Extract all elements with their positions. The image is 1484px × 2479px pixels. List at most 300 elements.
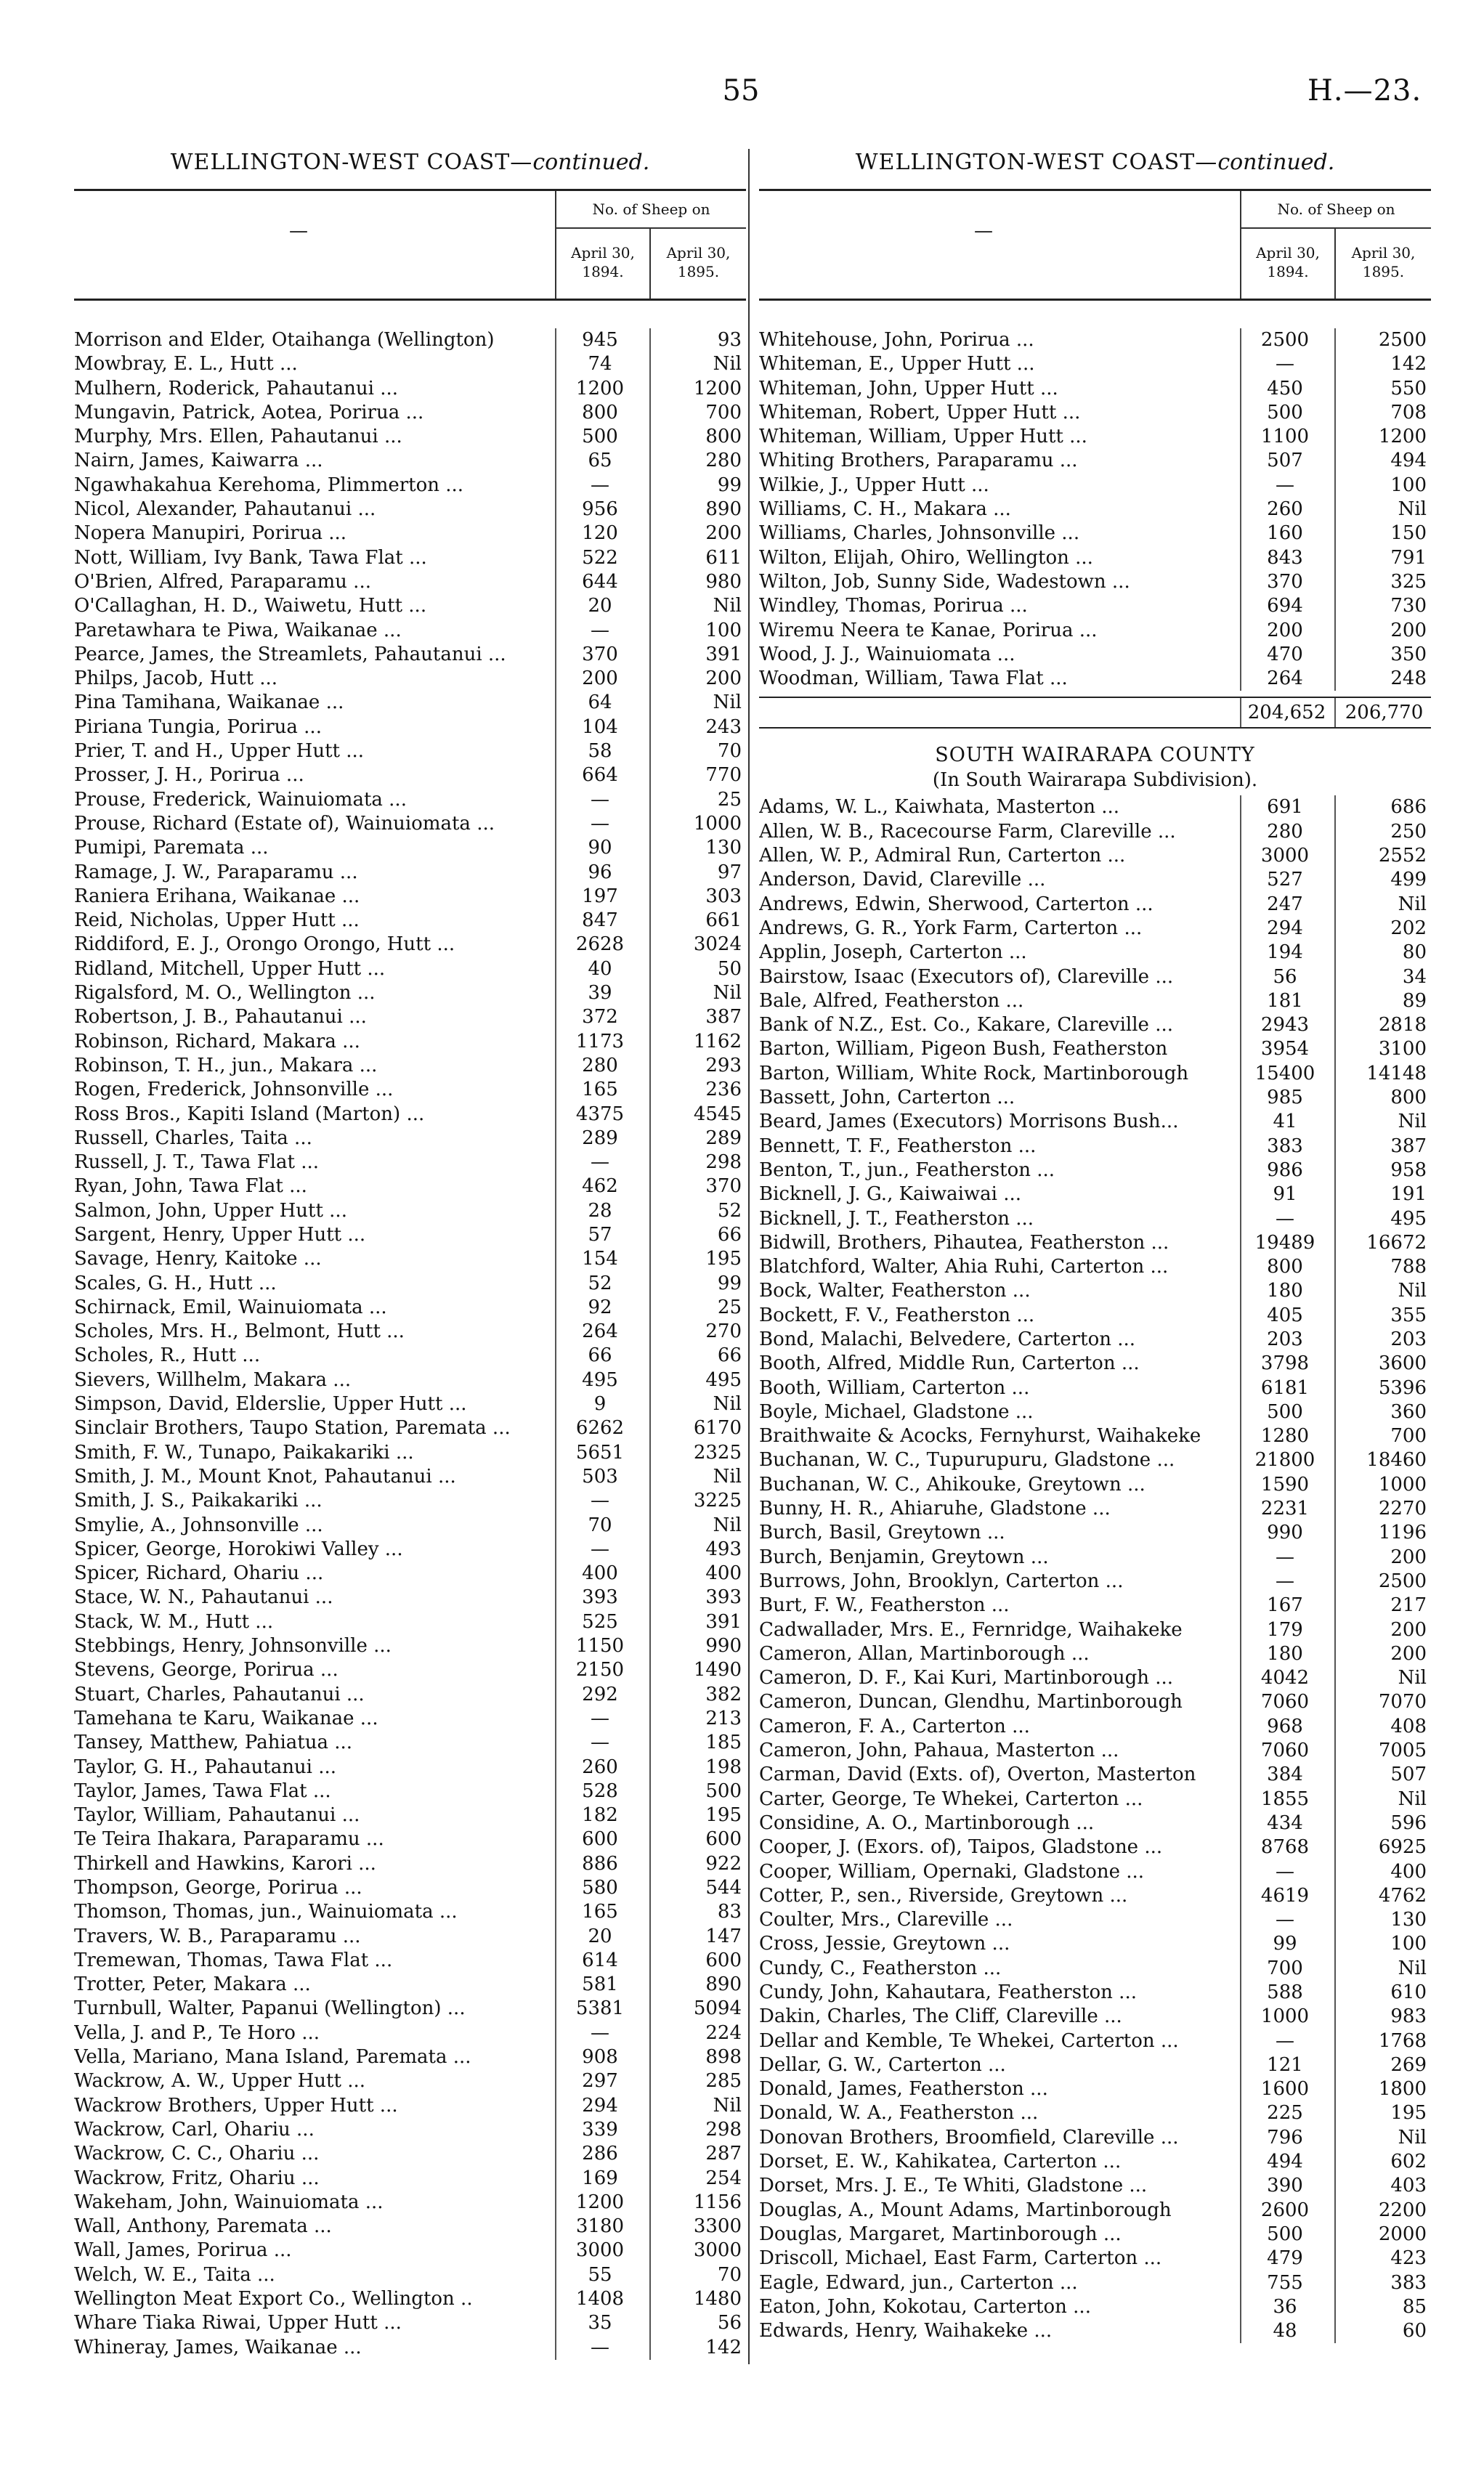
row-value-1894: 200	[555, 667, 644, 691]
row-name: Burt, F. W., Featherston ...	[759, 1594, 1010, 1617]
row-value-1895: 93	[649, 328, 742, 352]
row-name: Schirnack, Emil, Wainuiomata ...	[74, 1296, 387, 1318]
row-value-1894: 462	[555, 1174, 644, 1198]
row-name: Whiteman, Robert, Upper Hutt ...	[759, 401, 1081, 423]
row-value-1895: 3100	[1334, 1037, 1427, 1061]
row-name: Cundy, C., Featherston ...	[759, 1957, 1002, 1979]
table-row	[759, 1110, 1431, 1134]
row-value-1894: 19489	[1240, 1231, 1329, 1255]
table-row	[759, 917, 1431, 941]
row-value-1894: —	[1240, 1860, 1329, 1884]
row-value-1895: 224	[649, 2021, 742, 2045]
row-name: Wakeham, John, Wainuiomata ...	[74, 2191, 384, 2213]
row-value-1894: 70	[555, 1514, 644, 1538]
right-table-body-2	[759, 795, 1431, 2343]
row-value-1895: Nil	[649, 594, 742, 618]
row-value-1895: 200	[1334, 1546, 1427, 1570]
row-name: Pumipi, Paremata ...	[74, 837, 269, 859]
table-row	[74, 1151, 746, 1174]
row-value-1894: 3180	[555, 2215, 644, 2239]
table-row	[759, 1304, 1431, 1328]
row-value-1895: 200	[649, 667, 742, 691]
row-value-1894: 20	[555, 1925, 644, 1949]
row-value-1894: 6181	[1240, 1376, 1329, 1400]
left-table-header	[74, 189, 746, 301]
row-name: Cameron, John, Pahaua, Masterton ...	[759, 1740, 1119, 1762]
row-name: Ngawhakahua Kerehoma, Plimmerton ...	[74, 474, 464, 496]
table-row	[759, 1400, 1431, 1424]
total-1894: 204,652	[1240, 698, 1332, 727]
table-row	[759, 449, 1431, 473]
row-name: Raniera Erihana, Waikanae ...	[74, 885, 360, 907]
row-value-1894: 3000	[1240, 844, 1329, 868]
row-name: Carman, David (Exts. of), Overton, Masterton	[759, 1764, 1196, 1786]
row-value-1895: 890	[649, 1973, 742, 1997]
row-name: Mowbray, E. L., Hutt ...	[74, 353, 298, 376]
table-row	[74, 352, 746, 376]
table-row	[74, 2239, 746, 2263]
table-row	[74, 1199, 746, 1223]
row-value-1894: 694	[1240, 594, 1329, 618]
row-value-1895: 1200	[649, 377, 742, 401]
row-value-1895: 423	[1334, 2247, 1427, 2271]
row-value-1895: 14148	[1334, 1062, 1427, 1086]
row-value-1895: 600	[649, 1949, 742, 1973]
row-value-1895: Nil	[1334, 1279, 1427, 1303]
row-name: Sievers, Willhelm, Makara ...	[74, 1368, 352, 1391]
table-row	[74, 836, 746, 860]
table-row	[759, 795, 1431, 819]
row-name: Robertson, J. B., Pahautanui ...	[74, 1006, 367, 1028]
row-value-1894: 985	[1240, 1086, 1329, 1110]
table-row	[74, 1707, 746, 1731]
row-name: Smith, J. S., Paikakariki ...	[74, 1490, 323, 1512]
row-name: Williams, C. H., Makara ...	[759, 498, 1011, 521]
table-row	[759, 868, 1431, 892]
row-value-1895: 142	[649, 2336, 742, 2360]
row-value-1894: 1100	[1240, 425, 1329, 449]
row-value-1894: —	[1240, 1908, 1329, 1932]
row-name: Cameron, F. A., Carterton ...	[759, 1715, 1030, 1737]
table-row	[759, 1957, 1431, 1981]
row-name: Tremewan, Thomas, Tawa Flat ...	[74, 1949, 393, 1971]
table-row	[759, 1908, 1431, 1932]
row-value-1894: 99	[1240, 1932, 1329, 1956]
row-value-1894: 74	[555, 352, 644, 376]
row-value-1894: 167	[1240, 1594, 1329, 1618]
row-value-1894: 503	[555, 1465, 644, 1489]
row-value-1895: 280	[649, 449, 742, 473]
row-name: Ross Bros., Kapiti Island (Marton) ...	[74, 1103, 425, 1125]
row-value-1895: 1156	[649, 2191, 742, 2215]
header-col-1895: April 30, 1895.	[649, 229, 746, 299]
table-row	[759, 1618, 1431, 1642]
row-name: Trotter, Peter, Makara ...	[74, 1973, 311, 1996]
row-name: Bicknell, J. T., Featherston ...	[759, 1207, 1034, 1230]
row-value-1895: 100	[1334, 474, 1427, 498]
row-value-1894: 200	[1240, 619, 1329, 643]
row-value-1894: 6262	[555, 1416, 644, 1440]
row-name: Stace, W. N., Pahautanui ...	[74, 1586, 333, 1609]
row-name: Bank of N.Z., Est. Co., Kakare, Clareville ...	[759, 1014, 1173, 1036]
row-value-1895: 99	[649, 1272, 742, 1296]
table-row	[74, 1416, 746, 1440]
row-value-1894: 9	[555, 1392, 644, 1416]
right-column	[759, 144, 1431, 2343]
row-value-1894: 56	[1240, 965, 1329, 989]
row-value-1894: 500	[555, 425, 644, 449]
row-value-1895: 83	[649, 1900, 742, 1924]
row-value-1894: 203	[1240, 1328, 1329, 1352]
row-value-1894: 3000	[555, 2239, 644, 2263]
row-name: Andrews, Edwin, Sherwood, Carterton ...	[759, 893, 1153, 915]
column-divider	[748, 149, 750, 2364]
row-value-1894: 500	[1240, 401, 1329, 425]
table-row	[74, 667, 746, 691]
row-name: Blatchford, Walter, Ahia Ruhi, Carterton ...	[759, 1256, 1169, 1278]
row-value-1894: 796	[1240, 2126, 1329, 2150]
row-value-1894: —	[555, 2336, 644, 2360]
row-value-1895: Nil	[1334, 1110, 1427, 1134]
row-name: Cadwallader, Mrs. E., Fernridge, Waihakeke	[759, 1618, 1183, 1641]
table-row	[74, 1465, 746, 1489]
total-1895: 206,770	[1334, 698, 1432, 727]
row-value-1895: 195	[649, 1804, 742, 1827]
row-name: Booth, Alfred, Middle Run, Carterton ...	[759, 1352, 1140, 1375]
row-value-1895: 195	[1334, 2101, 1427, 2125]
table-row	[74, 1174, 746, 1198]
row-name: Cooper, J. (Exors. of), Taipos, Gladstone ...	[759, 1836, 1163, 1859]
row-name: Booth, William, Carterton ...	[759, 1376, 1030, 1399]
header-col-1894: April 30, 1894.	[1240, 229, 1334, 299]
row-name: Bunny, H. R., Ahiaruhe, Gladstone ...	[759, 1498, 1111, 1520]
table-row	[759, 594, 1431, 618]
table-row	[759, 2150, 1431, 2174]
row-value-1894: 180	[1240, 1279, 1329, 1303]
row-value-1894: 384	[1240, 1763, 1329, 1787]
row-value-1895: 507	[1334, 1763, 1427, 1787]
row-value-1894: 5651	[555, 1441, 644, 1465]
table-row	[759, 2319, 1431, 2343]
row-value-1894: 96	[555, 861, 644, 885]
table-row	[759, 1135, 1431, 1159]
row-value-1894: 4619	[1240, 1884, 1329, 1908]
row-value-1895: 890	[649, 498, 742, 522]
row-value-1894: 847	[555, 909, 644, 933]
table-row	[74, 1489, 746, 1513]
table-row	[759, 1763, 1431, 1787]
row-value-1894: —	[555, 619, 644, 643]
row-value-1895: 1162	[649, 1030, 742, 1054]
table-row	[759, 570, 1431, 594]
row-name: Burch, Benjamin, Greytown ...	[759, 1546, 1049, 1568]
row-name: Eaton, John, Kokotau, Carterton ...	[759, 2295, 1091, 2318]
row-value-1894: 40	[555, 957, 644, 981]
row-value-1895: 3225	[649, 1489, 742, 1513]
row-value-1894: 479	[1240, 2247, 1329, 2271]
row-name: Coulter, Mrs., Clareville ...	[759, 1909, 1013, 1931]
row-value-1895: Nil	[1334, 2126, 1427, 2150]
row-name: Wackrow, Fritz, Ohariu ...	[74, 2167, 320, 2189]
table-row	[74, 2069, 746, 2093]
row-value-1895: 788	[1334, 1255, 1427, 1279]
row-name: Scales, G. H., Hutt ...	[74, 1272, 277, 1294]
table-row	[74, 401, 746, 425]
row-value-1895: 3024	[649, 933, 742, 957]
row-value-1895: Nil	[649, 981, 742, 1005]
row-name: Barton, William, Pigeon Bush, Featherston	[759, 1038, 1168, 1060]
row-name: Applin, Joseph, Carterton ...	[759, 941, 1027, 964]
table-row	[74, 1030, 746, 1054]
section-title: SOUTH WAIRARAPA COUNTY	[935, 744, 1255, 767]
row-name: Douglas, Margaret, Martinborough ...	[759, 2223, 1122, 2245]
row-value-1895: 1768	[1334, 2029, 1427, 2053]
row-name: Whiting Brothers, Paraparamu ...	[759, 450, 1078, 472]
table-row	[759, 1497, 1431, 1521]
table-row	[74, 1078, 746, 1102]
row-value-1895: 147	[649, 1925, 742, 1949]
row-name: Benton, T., jun., Featherston ...	[759, 1159, 1055, 1181]
row-value-1895: 499	[1334, 868, 1427, 892]
left-column-title: WELLINGTON-WEST COAST—continued.	[170, 150, 650, 175]
row-value-1895: 130	[649, 836, 742, 860]
table-row	[74, 1054, 746, 1078]
row-value-1895: 958	[1334, 1159, 1427, 1182]
row-value-1895: 2818	[1334, 1013, 1427, 1037]
row-value-1894: 264	[555, 1320, 644, 1344]
table-row	[759, 2199, 1431, 2223]
row-value-1894: 1000	[1240, 2005, 1329, 2029]
left-column	[74, 144, 746, 2360]
row-name: Travers, W. B., Paraparamu ...	[74, 1925, 361, 1947]
row-value-1895: 700	[1334, 1424, 1427, 1448]
row-name: Whiteman, John, Upper Hutt ...	[759, 377, 1058, 399]
row-value-1895: Nil	[649, 1392, 742, 1416]
row-value-1894: 1280	[1240, 1424, 1329, 1448]
row-value-1895: 52	[649, 1199, 742, 1223]
table-row	[759, 1666, 1431, 1690]
row-value-1895: 99	[649, 474, 742, 498]
row-name: Prouse, Frederick, Wainuiomata ...	[74, 788, 407, 811]
header-col-1894: April 30, 1894.	[555, 229, 649, 299]
row-value-1895: 254	[649, 2167, 742, 2191]
row-name: Reid, Nicholas, Upper Hutt ...	[74, 909, 360, 932]
row-value-1894: 120	[555, 522, 644, 545]
row-value-1895: Nil	[1334, 498, 1427, 522]
row-name: Nicol, Alexander, Pahautanui ...	[74, 498, 376, 521]
table-row	[759, 474, 1431, 498]
table-row	[759, 2101, 1431, 2125]
row-value-1895: 16672	[1334, 1231, 1427, 1255]
row-value-1895: 5396	[1334, 1376, 1427, 1400]
row-value-1895: 236	[649, 1078, 742, 1102]
row-value-1895: 60	[1334, 2319, 1427, 2343]
table-row	[759, 1715, 1431, 1739]
row-name: Nott, William, Ivy Bank, Tawa Flat ...	[74, 546, 427, 569]
row-value-1894: 956	[555, 498, 644, 522]
row-value-1895: 7070	[1334, 1690, 1427, 1714]
row-value-1895: 80	[1334, 941, 1427, 965]
row-name: Donovan Brothers, Broomfield, Clareville ...	[759, 2126, 1179, 2149]
row-value-1894: 4042	[1240, 1666, 1329, 1690]
row-value-1894: 2231	[1240, 1497, 1329, 1521]
row-value-1895: 185	[649, 1731, 742, 1755]
table-row	[74, 2336, 746, 2360]
row-value-1895: 494	[1334, 449, 1427, 473]
row-name: Welch, W. E., Taita ...	[74, 2263, 275, 2286]
row-value-1895: 191	[1334, 1182, 1427, 1206]
row-name: Smith, J. M., Mount Knot, Pahautanui ...	[74, 1465, 456, 1488]
row-value-1894: 264	[1240, 667, 1329, 691]
row-value-1894: 297	[555, 2069, 644, 2093]
row-value-1895: 130	[1334, 1908, 1427, 1932]
row-value-1895: 382	[649, 1683, 742, 1707]
row-value-1895: 2500	[1334, 1570, 1427, 1594]
table-row	[759, 1788, 1431, 1811]
row-name: Bale, Alfred, Featherston ...	[759, 989, 1024, 1012]
row-value-1895: Nil	[649, 1465, 742, 1489]
row-value-1894: 400	[555, 1562, 644, 1586]
row-name: Tansey, Matthew, Pahiatua ...	[74, 1732, 353, 1754]
row-value-1895: 200	[1334, 1618, 1427, 1642]
row-value-1894: 339	[555, 2118, 644, 2142]
row-value-1895: 700	[649, 401, 742, 425]
table-row	[759, 1884, 1431, 1908]
row-value-1894: 260	[1240, 498, 1329, 522]
row-value-1894: 41	[1240, 1110, 1329, 1134]
row-name: Cameron, Allan, Martinborough ...	[759, 1642, 1090, 1665]
row-value-1895: 289	[649, 1127, 742, 1151]
table-row	[759, 1182, 1431, 1206]
row-name: Rigalsford, M. O., Wellington ...	[74, 982, 376, 1005]
table-row	[759, 667, 1431, 691]
row-name: Ramage, J. W., Paraparamu ...	[74, 861, 358, 883]
row-value-1895: 383	[1334, 2271, 1427, 2295]
row-value-1895: 100	[1334, 1932, 1427, 1956]
table-row	[759, 2053, 1431, 2077]
row-name: Wellington Meat Export Co., Wellington ..	[74, 2288, 473, 2310]
table-row	[759, 425, 1431, 449]
right-table-body	[759, 328, 1431, 691]
row-name: Prouse, Richard (Estate of), Wainuiomata ...	[74, 812, 495, 835]
row-name: Wilton, Elijah, Ohiro, Wellington ...	[759, 546, 1093, 569]
right-table-header	[759, 189, 1431, 301]
row-name: Wall, James, Porirua ...	[74, 2239, 292, 2262]
row-name: Morrison and Elder, Otaihanga (Wellington)	[74, 329, 495, 351]
table-row	[759, 893, 1431, 917]
table-row	[759, 2126, 1431, 2150]
row-value-1894: 500	[1240, 1400, 1329, 1424]
row-name: Pina Tamihana, Waikanae ...	[74, 691, 344, 714]
row-value-1894: —	[1240, 1546, 1329, 1570]
row-name: Donald, W. A., Featherston ...	[759, 2102, 1039, 2125]
row-name: Prier, T. and H., Upper Hutt ...	[74, 740, 365, 763]
table-row	[759, 1255, 1431, 1279]
row-value-1895: 1490	[649, 1658, 742, 1682]
row-value-1895: 2500	[1334, 328, 1427, 352]
row-value-1894: 182	[555, 1804, 644, 1827]
table-row	[74, 1296, 746, 1320]
table-row	[74, 1973, 746, 1997]
row-value-1895: 408	[1334, 1715, 1427, 1739]
table-row	[759, 2247, 1431, 2271]
row-value-1895: 298	[649, 2118, 742, 2142]
row-name: Scholes, Mrs. H., Belmont, Hutt ...	[74, 1320, 405, 1343]
total-row	[759, 697, 1431, 729]
table-row	[74, 1441, 746, 1465]
page-code: H.—23.	[1307, 74, 1422, 107]
row-name: Sinclair Brothers, Taupo Station, Paremata ...	[74, 1417, 511, 1440]
row-value-1894: 21800	[1240, 1448, 1329, 1472]
row-name: Wackrow, A. W., Upper Hutt ...	[74, 2070, 365, 2093]
table-row	[74, 449, 746, 473]
row-value-1895: 495	[1334, 1207, 1427, 1231]
row-value-1894: —	[555, 1538, 644, 1562]
row-value-1895: Nil	[1334, 1957, 1427, 1981]
table-row	[759, 1448, 1431, 1472]
table-row	[74, 2311, 746, 2335]
row-value-1894: 495	[555, 1368, 644, 1392]
row-value-1894: 2150	[555, 1658, 644, 1682]
row-name: Barton, William, White Rock, Martinborough	[759, 1062, 1189, 1084]
row-name: Thompson, George, Porirua ...	[74, 1877, 362, 1899]
row-value-1894: 90	[555, 836, 644, 860]
row-value-1894: 644	[555, 570, 644, 594]
row-value-1894: 886	[555, 1852, 644, 1876]
row-value-1895: 600	[649, 1827, 742, 1851]
row-value-1894: 1173	[555, 1030, 644, 1054]
row-name: Smith, F. W., Tunapo, Paikakariki ...	[74, 1441, 414, 1464]
table-row	[74, 522, 746, 545]
page-number: 55	[722, 74, 760, 107]
row-value-1894: 383	[1240, 1135, 1329, 1159]
row-value-1894: 4375	[555, 1103, 644, 1127]
row-name: Paretawhara te Piwa, Waikanae ...	[74, 619, 402, 641]
table-row	[759, 820, 1431, 844]
table-row	[759, 328, 1431, 352]
row-value-1894: 280	[555, 1054, 644, 1078]
row-name: Beard, James (Executors) Morrisons Bush...	[759, 1111, 1179, 1133]
table-row	[759, 2029, 1431, 2053]
table-row	[759, 1328, 1431, 1352]
row-value-1894: 292	[555, 1683, 644, 1707]
row-name: Douglas, A., Mount Adams, Martinborough	[759, 2199, 1172, 2221]
row-value-1895: 7005	[1334, 1739, 1427, 1763]
row-name: Wackrow, Carl, Ohariu ...	[74, 2118, 315, 2141]
row-value-1894: 527	[1240, 868, 1329, 892]
row-value-1895: Nil	[649, 691, 742, 715]
table-row	[74, 1562, 746, 1586]
row-value-1895: 200	[1334, 1642, 1427, 1666]
row-value-1895: 50	[649, 957, 742, 981]
table-row	[74, 2287, 746, 2311]
row-value-1894: 286	[555, 2142, 644, 2166]
row-value-1895: 596	[1334, 1811, 1427, 1835]
table-row	[759, 643, 1431, 667]
row-name: Dellar, G. W., Carterton ...	[759, 2053, 1006, 2076]
row-name: Riddiford, E. J., Orongo Orongo, Hutt ...	[74, 933, 455, 956]
row-value-1895: 661	[649, 909, 742, 933]
row-name: Williams, Charles, Johnsonville ...	[759, 522, 1080, 545]
row-value-1895: 370	[649, 1174, 742, 1198]
row-value-1894: —	[1240, 2029, 1329, 2053]
row-value-1895: 66	[649, 1344, 742, 1368]
table-row	[74, 2215, 746, 2239]
row-value-1894: 2500	[1240, 328, 1329, 352]
table-row	[759, 546, 1431, 570]
row-value-1894: 588	[1240, 1981, 1329, 2005]
row-value-1894: 986	[1240, 1159, 1329, 1182]
